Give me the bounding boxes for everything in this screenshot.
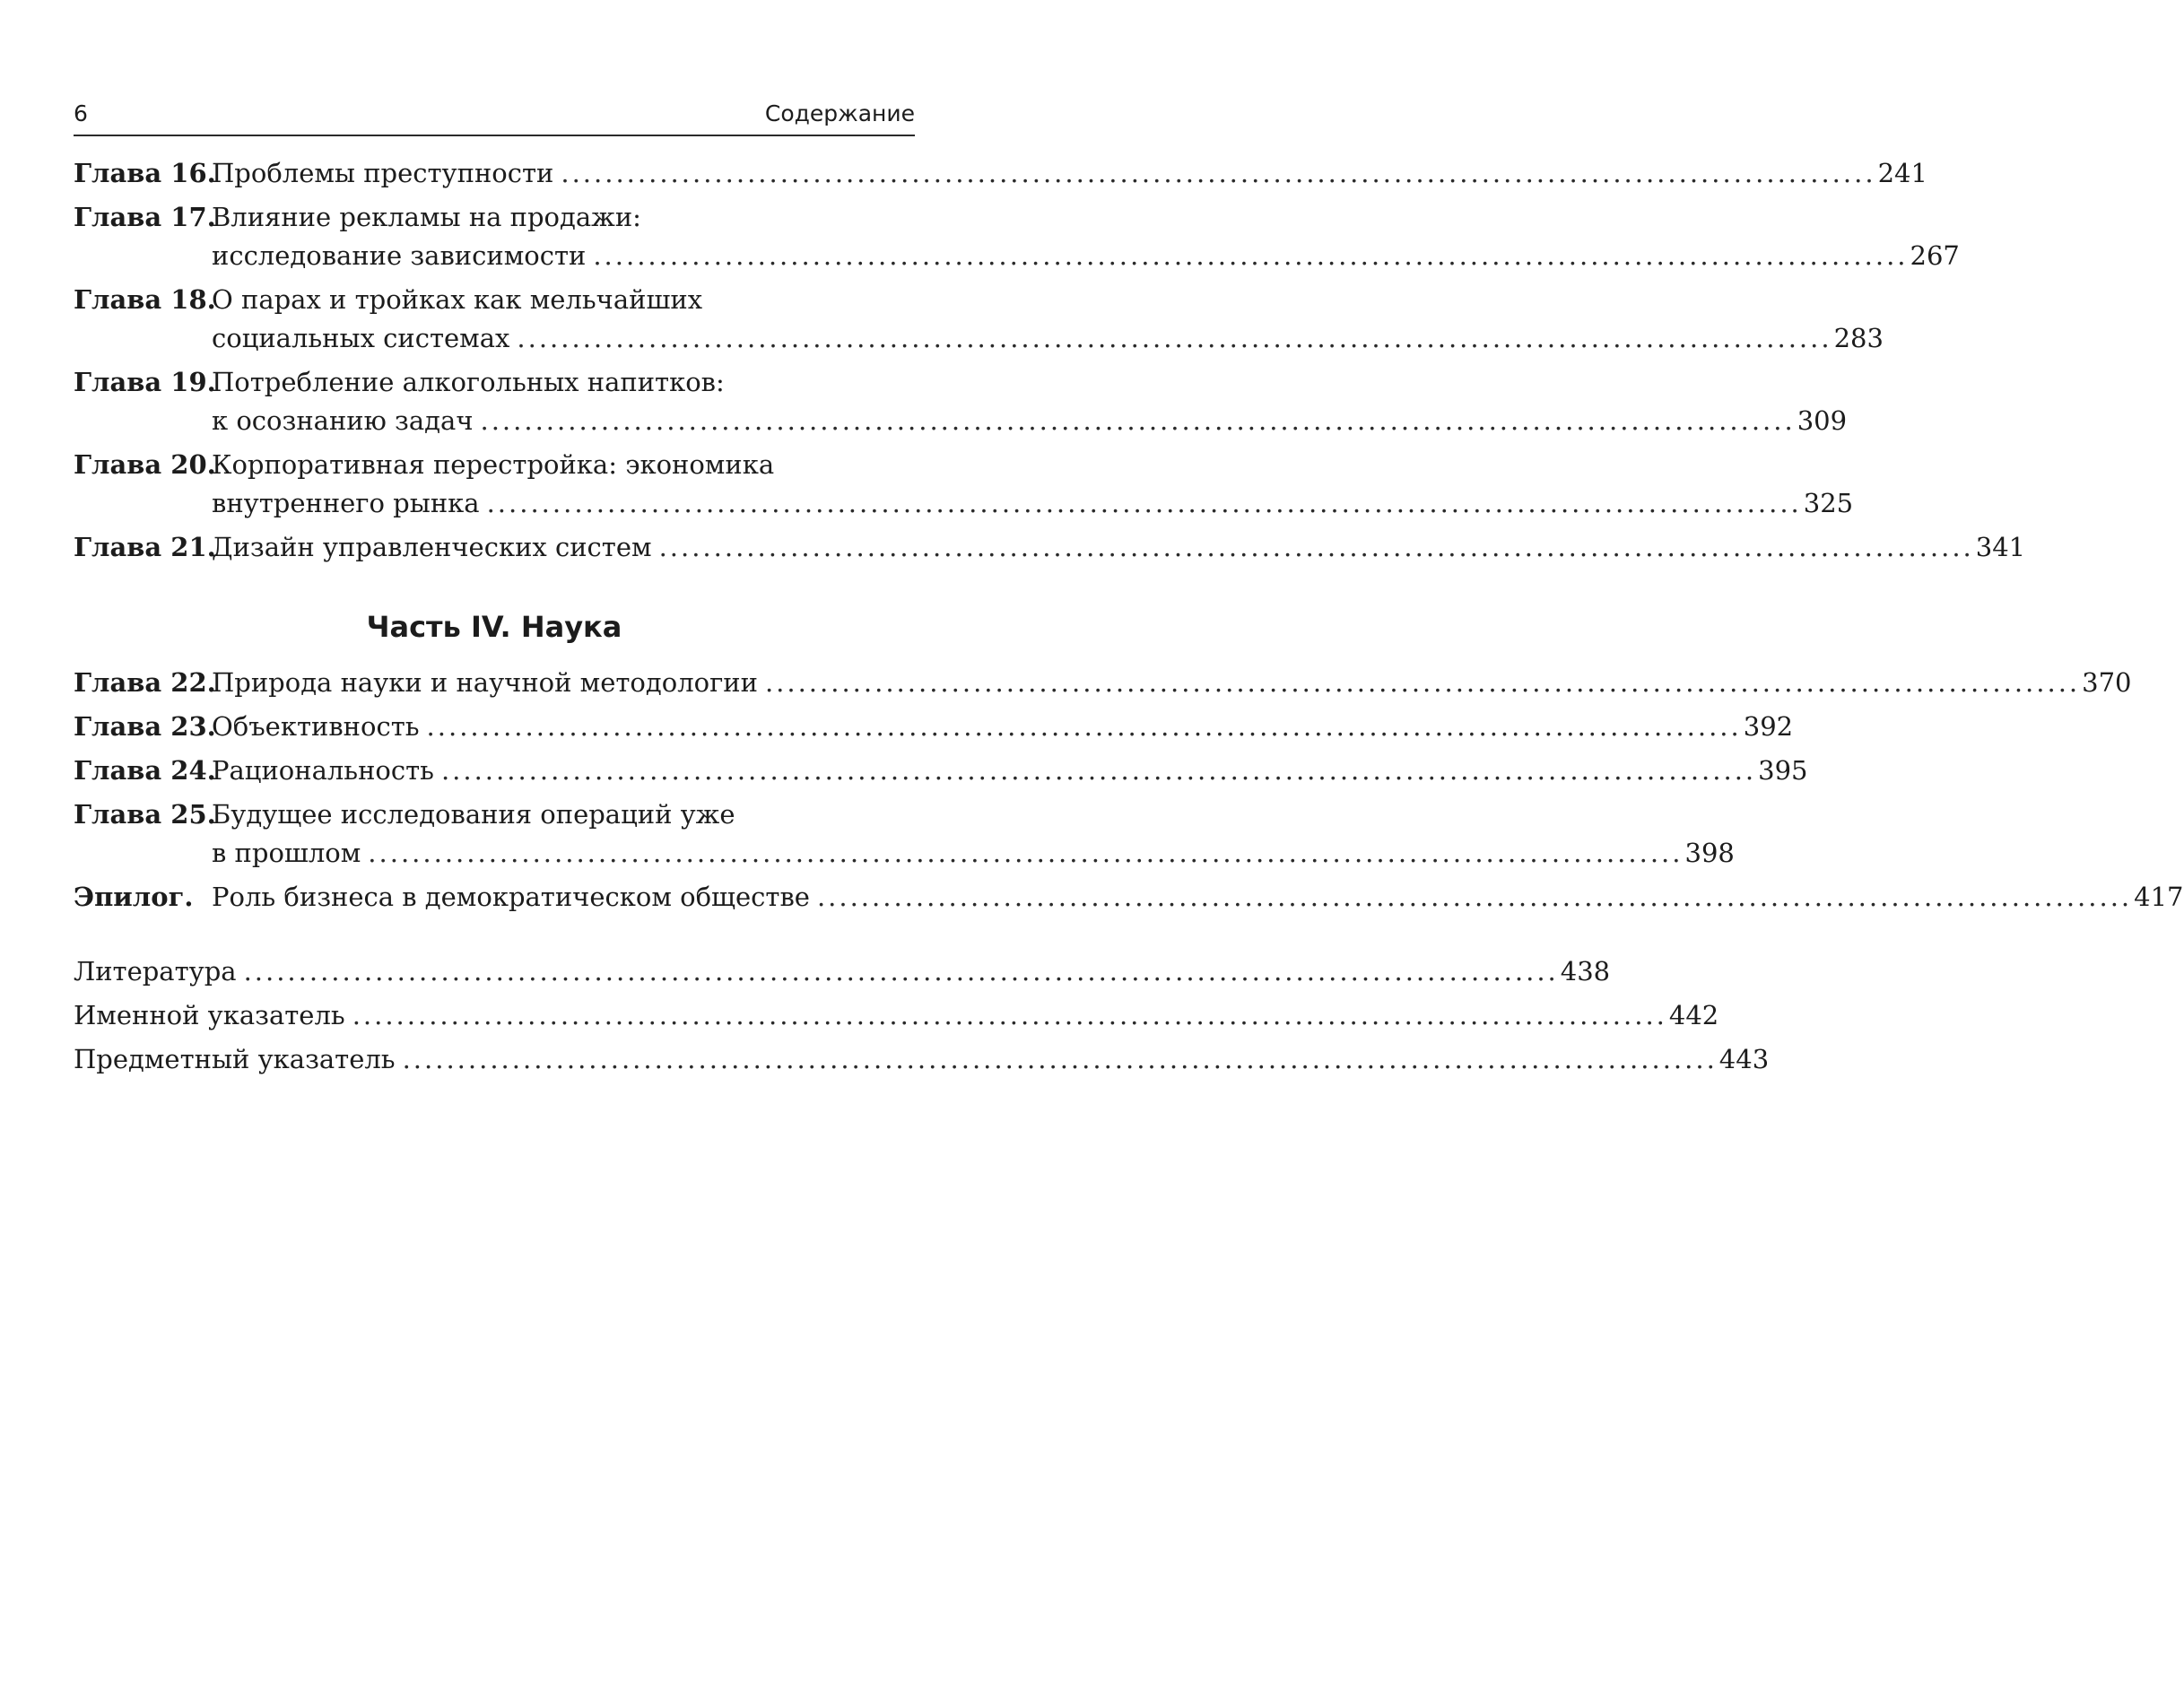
toc-entry — [74, 752, 1808, 790]
page-reference: 309 — [1797, 405, 1848, 436]
page-reference: 267 — [1910, 240, 1960, 271]
chapter-label: Глава 17. — [74, 202, 216, 232]
entry-title-line: Природа науки и научной методологии — [212, 667, 758, 698]
entry-last-line — [74, 996, 1719, 1035]
toc-entry — [74, 795, 1735, 873]
entry-title-line: Именной указатель — [74, 1000, 345, 1030]
entry-title-line: О парах и тройках как мельчайших — [212, 284, 703, 315]
entry-last-line — [212, 528, 2026, 567]
entry-body — [74, 1040, 1770, 1079]
page-reference: 325 — [1803, 488, 1854, 518]
entry-body — [212, 363, 1848, 440]
entry-last-line — [212, 319, 1884, 358]
page-reference: 417 — [2134, 882, 2184, 912]
entry-body — [212, 752, 1808, 790]
entry-last-line — [212, 878, 2184, 917]
toc-section-1 — [74, 154, 2026, 572]
running-head-title: Содержание — [764, 100, 915, 126]
page-reference: 398 — [1684, 838, 1735, 868]
entry-last-line — [212, 402, 1848, 440]
toc-entry — [74, 528, 2026, 567]
chapter-label: Глава 23. — [74, 711, 216, 742]
entry-last-line — [212, 834, 1735, 873]
entry-last-line — [212, 154, 1927, 193]
page-reference: 283 — [1833, 323, 1884, 353]
dot-leader: ........................................................................................................................ — [480, 405, 1796, 436]
toc-entry — [74, 446, 1854, 523]
toc-section-2 — [74, 664, 2184, 922]
toc-back-matter — [74, 952, 1770, 1084]
toc-entry — [74, 708, 1794, 746]
page-reference: 392 — [1743, 711, 1794, 742]
page-reference: 370 — [2082, 667, 2132, 698]
entry-body — [212, 708, 1794, 746]
entry-title-line: социальных системах — [212, 323, 510, 353]
dot-leader: ........................................................................................................................ — [593, 240, 1909, 271]
entry-body — [212, 795, 1735, 873]
part-heading: Часть IV. Наука — [366, 610, 622, 644]
entry-body — [212, 878, 2184, 917]
entry-last-line — [74, 952, 1611, 991]
chapter-label: Глава 21. — [74, 532, 216, 562]
entry-title-line: внутреннего рынка — [212, 488, 480, 518]
toc-entry — [74, 952, 1611, 991]
running-head — [74, 97, 915, 136]
entry-last-line — [74, 1040, 1770, 1079]
entry-last-line — [212, 664, 2132, 702]
entry-body — [212, 446, 1854, 523]
dot-leader: ........................................................................................................................ — [402, 1044, 1718, 1074]
page-reference: 438 — [1560, 956, 1611, 987]
entry-last-line — [212, 752, 1808, 790]
entry-body — [74, 996, 1719, 1035]
toc-entry — [74, 363, 1848, 440]
page-reference: 443 — [1718, 1044, 1770, 1074]
page-reference: 442 — [1668, 1000, 1719, 1030]
dot-leader: ........................................................................................................................ — [426, 711, 1742, 742]
chapter-label: Глава 18. — [74, 284, 216, 315]
entry-last-line — [212, 484, 1854, 523]
page-reference: 241 — [1877, 158, 1927, 188]
dot-leader: ........................................................................................................................ — [368, 838, 1684, 868]
book-page — [74, 0, 2184, 1695]
dot-leader: ........................................................................................................................ — [352, 1000, 1667, 1030]
entry-body — [74, 952, 1611, 991]
entry-title-line: Рациональность — [212, 755, 434, 786]
chapter-label: Глава 19. — [74, 367, 216, 397]
entry-title-line: Объективность — [212, 711, 420, 742]
dot-leader: ........................................................................................................................ — [658, 532, 1974, 562]
dot-leader: ........................................................................................................................ — [561, 158, 1876, 188]
toc-entry — [74, 878, 2184, 917]
entry-body — [212, 281, 1884, 358]
entry-last-line — [212, 708, 1794, 746]
dot-leader: ........................................................................................................................ — [816, 882, 2133, 912]
dot-leader: ........................................................................................................................ — [440, 755, 1757, 786]
entry-title-line: Корпоративная перестройка: экономика — [212, 449, 775, 480]
toc-entry — [74, 664, 2132, 702]
toc-entry — [74, 281, 1884, 358]
entry-title-line: Предметный указатель — [74, 1044, 396, 1074]
entry-body — [212, 528, 2026, 567]
entry-title-line: Потребление алкогольных напитков: — [212, 367, 725, 397]
chapter-label: Глава 22. — [74, 667, 216, 698]
dot-leader: ........................................................................................................................ — [517, 323, 1832, 353]
entry-title-line: Проблемы преступности — [212, 158, 554, 188]
entry-last-line — [212, 237, 1960, 275]
chapter-label: Глава 25. — [74, 799, 216, 830]
entry-body — [212, 154, 1927, 193]
page-reference: 341 — [1975, 532, 2026, 562]
entry-title-line: Влияние рекламы на продажи: — [212, 202, 641, 232]
entry-body — [212, 198, 1960, 275]
entry-body — [212, 664, 2132, 702]
entry-title-line: в прошлом — [212, 838, 361, 868]
chapter-label: Глава 20. — [74, 449, 216, 480]
entry-title-line: Роль бизнеса в демократическом обществе — [212, 882, 810, 912]
chapter-label: Глава 24. — [74, 755, 216, 786]
entry-title-line: к осознанию задач — [212, 405, 474, 436]
page-number: 6 — [74, 100, 88, 126]
toc-entry — [74, 198, 1960, 275]
dot-leader: ........................................................................................................................ — [243, 956, 1559, 987]
toc-entry — [74, 1040, 1770, 1079]
chapter-label: Глава 16. — [74, 158, 216, 188]
dot-leader: ........................................................................................................................ — [764, 667, 2081, 698]
dot-leader: ........................................................................................................................ — [486, 488, 1802, 518]
entry-title-line: Дизайн управленческих систем — [212, 532, 652, 562]
toc-entry — [74, 154, 1927, 193]
toc-entry — [74, 996, 1719, 1035]
chapter-label: Эпилог. — [74, 882, 194, 912]
entry-title-line: Литература — [74, 956, 237, 987]
entry-title-line: исследование зависимости — [212, 240, 587, 271]
page-reference: 395 — [1758, 755, 1808, 786]
entry-title-line: Будущее исследования операций уже — [212, 799, 735, 830]
